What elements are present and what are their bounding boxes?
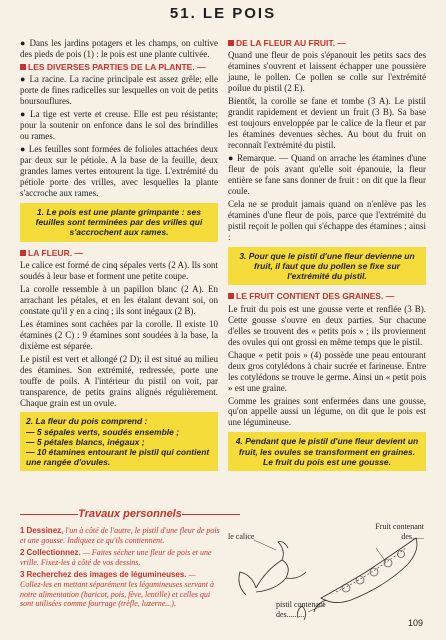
paragraph-etamines: Les étamines sont cachées par la corolle. Il existe 10 étamines (2 C) : 9 étamines sont soudées à la base, la dixième est séparée. [20, 318, 218, 351]
section-heading-graines: LE FRUIT CONTIENT DES GRAINES. — [228, 291, 426, 301]
paragraph-remarque: ● Remarque. — Quand on arrache les étamines d'une fleur de pois avant qu'elle soit épanouie, la fleur entière se fane sans donner de fruit : on dit que la fleur coule. [228, 153, 426, 196]
paragraph-feuilles: ● Les feuilles sont formées de folioles attachées deux par deux sur le pétiole. A la base de la feuille, deux grandes lames vertes entourent la tige. L'extrémité du pétiole porte des vrilles, avec lesquelles la plante s'accroche aux rames. [20, 144, 219, 198]
right-column [228, 38, 426, 477]
paragraph-corolle: La corolle ressemble à un papillon blanc (2 A). En arrachant les pétales, et en les étalant devant soi, on constate qu'il y en a cinq ; ils sont inégaux (2 B). [20, 283, 218, 316]
intro-paragraph: ● Dans les jardins potagers et les champs, on cultive des pieds de pois (1) : le pois est une plante cultivée. [20, 38, 219, 59]
paragraph-tige: ● La tige est verte et creuse. Elle est peu résistante; pour la soutenir on enfonce dans le sol des brindilles ou rames. [20, 109, 218, 142]
travaux-item: 1 Dessinez, l'un à côté de l'autre, le pistil d'une fleur de pois et une gousse. Indiquez ce qu'ils contiennent. [20, 526, 220, 545]
paragraph-gousse: Le fruit du pois est une gousse verte et renflée (3 B). Cette gousse s'ouvre en deux parties. Sur chacune d'elles se trouvent des « petits pois » ; ils proviennent des ovules qui ont grossi en même temps que le pistil. [228, 303, 426, 347]
summary-box-2: 2. La fleur du pois comprend : — 5 sépales verts, soudés ensemble ; — 5 pétales blancs, inégaux ; — 10 étamines entourant le pistil qui contient une rangée d'ovules. [20, 412, 218, 471]
paragraph-racine: ● La racine. La racine principale est assez grêle; elle porte de fines radicelles sur lesquelles on voit de petits boursouflures. [20, 74, 219, 107]
travaux-title: Travaux personnels [78, 508, 182, 520]
paragraph-legumineuse: Comme les graines sont enfermées dans une gousse, qu'on appelle aussi un légume, on dit que le pois est une légumineuse. [228, 395, 426, 428]
section-heading-parties: LES DIVERSES PARTIES DE LA PLANTE. — [20, 62, 218, 72]
travaux-item: 2 Collectionnez. — Faites sécher une fleur de pois et une vrille. Fixez-les à côté de vos dessins. [20, 548, 212, 567]
page-number: 109 [408, 618, 424, 628]
pistil-pod-illustration [226, 520, 426, 625]
summary-box-1: 1. Le pois est une plante grimpante : ses feuilles sont terminées par des vrilles qui s'accrochent aux rames. [20, 203, 218, 242]
paragraph-petit-pois: Chaque « petit pois » (4) possède une peau entourant deux gros cotylédons à chair sucrée et farineuse. Entre les cotylédons se trouve le germe. Ainsi un « petit pois » est une graine. [228, 349, 426, 393]
section-heading-fruit: DE LA FLEUR AU FRUIT. — [228, 38, 426, 48]
section-heading-fleur: LA FLEUR. — [20, 248, 218, 258]
left-column [20, 38, 218, 477]
paragraph-pollen: Quand une fleur de pois s'épanouit les petits sacs des étamines s'ouvrent et laissent échapper une poussière jaune, le pollen. Ce pollen se colle sur l'extrémité poilue du pistil (2 E). [228, 50, 426, 94]
calice-label: le calice [228, 532, 255, 541]
summary-box-4: 4. Pendant que le pistil d'une fleur devient un fruit, les ovules se transforment en graines. Le fruit du pois est une gousse. [228, 432, 426, 471]
travaux-list [20, 526, 220, 612]
page-title: 51. LE POIS [169, 5, 277, 22]
pistil-label: pistil contenant des......... [276, 600, 326, 619]
paragraph-pistil: Le pistil est vert et allongé (2 D); il est situé au milieu des étamines. Son extrémité, redressée, porte une touffe de poils. A l'intérieur du pistil on voit, par transparence, de petits grains alignés régulièrement. Chaque grain est un ovule. [20, 353, 218, 408]
paragraph-calice: Le calice est formé de cinq sépales verts (2 A). Ils sont soudés à leur base et forment une petite coupe. [20, 259, 218, 281]
travaux-item: 3 Recherchez des images de légumineuses. — Collez-les en mettant séparément les légumineuses servant à notre alimentation (haricot, pois, fève, lentille) et celles qui sont utilisées comme fourrage (trèfle, luzerne...). [20, 570, 214, 609]
fruit-label: Fruit contenant des...... [375, 522, 424, 541]
summary-box-3: 3. Pour que le pistil d'une fleur devienne un fruit, il faut que du pollen se fixe sur l'extrémité du pistil. [228, 247, 426, 286]
paragraph-cela: Cela ne se produit jamais quand on n'enlève pas les étamines d'une fleur de pois, parce que l'extrémité du pistil reçoit le pollen qui s'échappe des étamines ; ainsi : [228, 198, 426, 242]
paragraph-corolle-fane: Bientôt, la corolle se fane et tombe (3 A). Le pistil grandit rapidement et devient un fruit (3 B). Sa base est toujours enveloppée par le calice de la fleur et par les étamines devenues sèches. Au bout du fruit on reconnaît l'extrémité du pistil. [228, 96, 426, 151]
